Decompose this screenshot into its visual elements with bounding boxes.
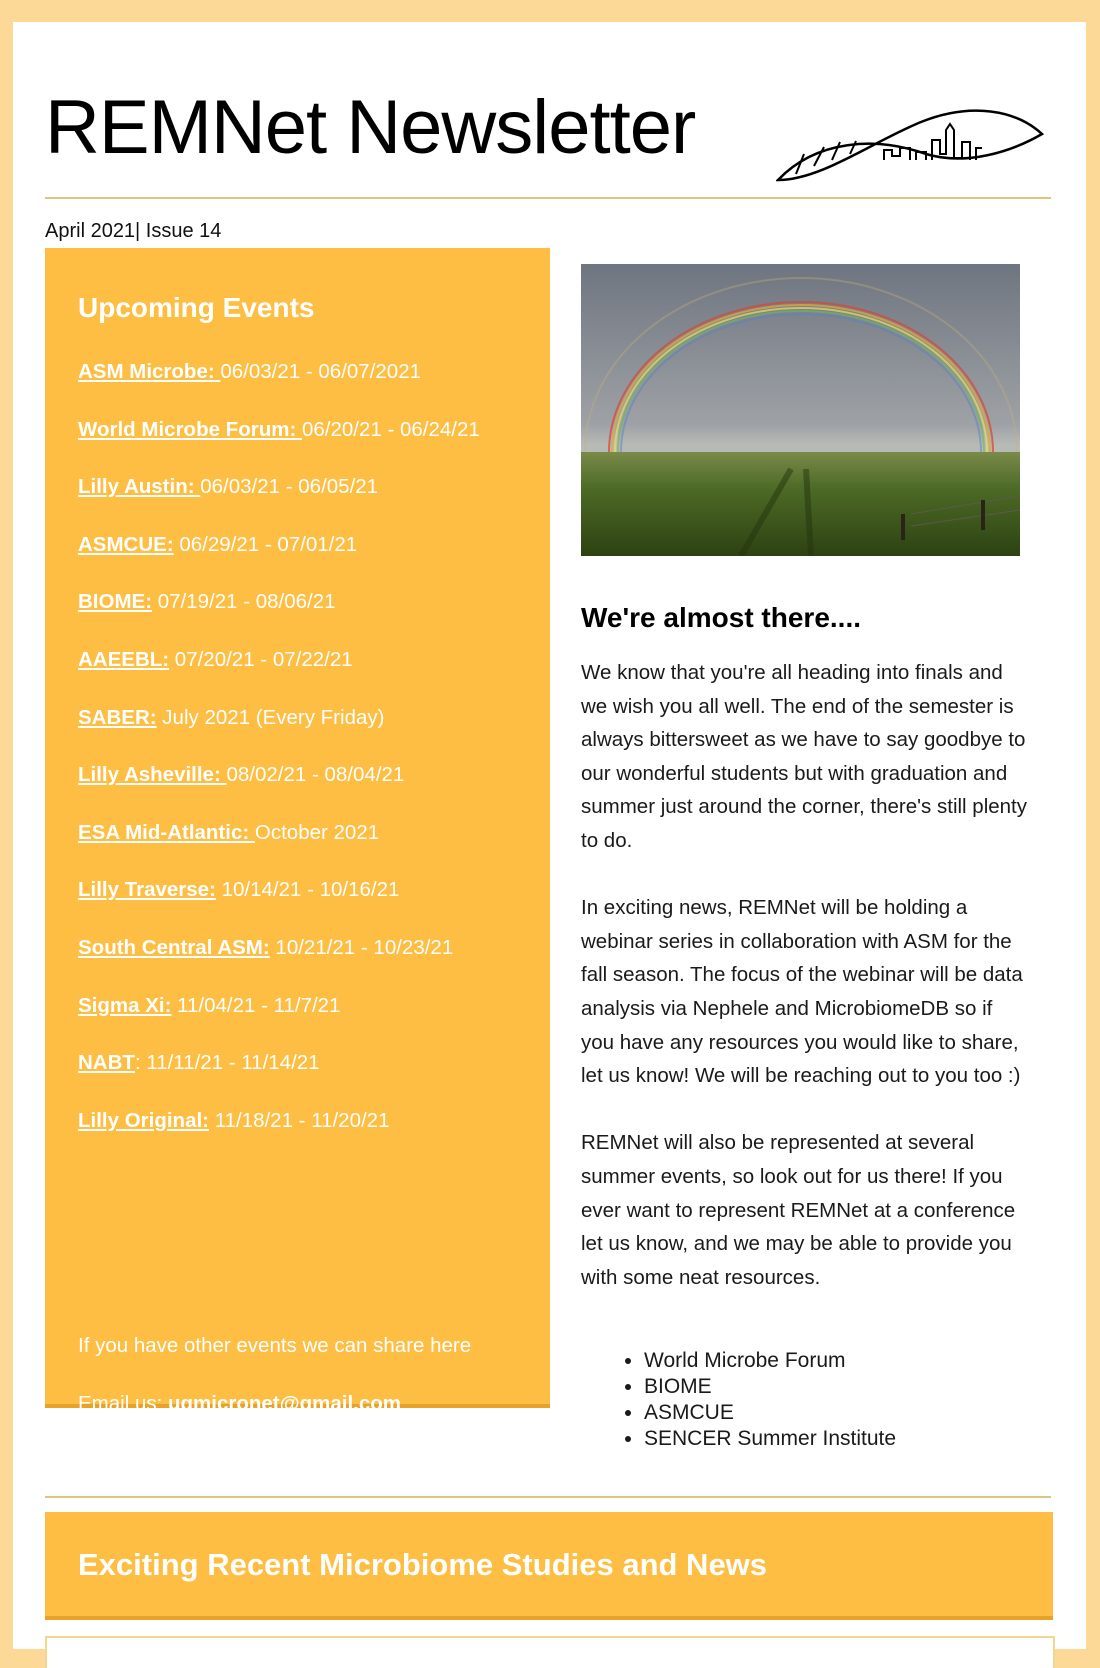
list-item: • World Microbe Forum — [644, 1348, 896, 1374]
event-item — [78, 994, 480, 1052]
email-label: Email us: — [78, 1392, 168, 1415]
article-body — [581, 656, 1031, 1294]
list-item: • ASMCUE — [644, 1400, 896, 1426]
email-line — [78, 1392, 401, 1416]
remnet-logo-icon — [776, 104, 1046, 184]
summer-events-list — [612, 1348, 896, 1452]
section-divider — [45, 1496, 1051, 1498]
article-heading: We're almost there.... — [581, 602, 862, 633]
event-date: 07/19/21 - 08/06/21 — [152, 590, 336, 614]
event-date: 06/03/21 - 06/05/21 — [200, 475, 379, 499]
upcoming-events-sidebar — [45, 248, 550, 1415]
event-date: 07/20/21 - 07/22/21 — [169, 647, 353, 671]
event-item — [78, 763, 480, 821]
event-date: : 11/11/21 - 11/14/21 — [134, 1051, 320, 1075]
event-link[interactable]: South Central ASM: — [78, 935, 270, 959]
issue-line: April 2021| Issue 14 — [45, 220, 222, 242]
paragraph: In exciting news, REMNet will be holding a webinar series in collaboration with ASM for the fall season. The focus of the webinar will be data analysis via Nephele and MicrobiomeDB so if you have any resources you would like to share, let us know! We will be reaching out to you too :) — [581, 896, 1023, 1088]
event-item — [78, 878, 480, 936]
event-link[interactable]: ASMCUE: — [78, 532, 174, 556]
newsletter-title: REMNet Newsletter — [45, 85, 696, 170]
event-date: 10/14/21 - 10/16/21 — [215, 878, 400, 902]
event-item — [78, 821, 480, 879]
event-item — [78, 533, 480, 591]
event-date: 11/04/21 - 11/7/21 — [171, 993, 341, 1017]
event-link[interactable]: Lilly Original: — [78, 1108, 209, 1132]
event-item — [78, 418, 480, 476]
list-item: • BIOME — [644, 1374, 896, 1400]
event-date: 06/03/21 - 06/07/2021 — [220, 360, 421, 383]
event-link[interactable]: World Microbe Forum: — [78, 417, 302, 441]
event-date: 06/20/21 - 06/24/21 — [301, 417, 480, 441]
event-date: 10/21/21 - 10/23/21 — [269, 935, 454, 959]
event-item — [78, 706, 480, 764]
event-link[interactable]: SABER: — [78, 705, 157, 729]
event-link[interactable]: AAEEBL: — [78, 647, 170, 671]
events-list — [78, 360, 480, 1166]
event-date: July 2021 (Every Friday) — [156, 705, 385, 729]
event-link[interactable]: Lilly Asheville: — [78, 763, 227, 787]
event-link[interactable]: BIOME: — [78, 590, 153, 614]
upcoming-events-heading: Upcoming Events — [78, 292, 315, 323]
event-link[interactable]: Sigma Xi: — [78, 993, 172, 1017]
event-link[interactable]: Lilly Austin: — [78, 475, 201, 499]
newsletter-page — [13, 22, 1086, 1649]
event-date: 06/29/21 - 07/01/21 — [173, 532, 358, 556]
rainbow-photo — [581, 264, 1020, 556]
event-date: 11/18/21 - 11/20/21 — [209, 1108, 390, 1132]
news-banner — [45, 1512, 1053, 1620]
news-heading: Exciting Recent Microbiome Studies and News — [78, 1547, 768, 1582]
event-link[interactable]: ASM Microbe: — [78, 360, 221, 383]
event-link[interactable]: ESA Mid-Atlantic: — [78, 820, 255, 844]
news-card — [45, 1636, 1055, 1668]
paragraph: We know that you're all heading into finals and we wish you all well. The end of the semester is always bittersweet as we have to say goodbye to our wonderful students but with graduation and summer just around the corner, there's still plenty to do. — [581, 661, 1028, 852]
event-date: 08/02/21 - 08/04/21 — [226, 763, 405, 787]
event-item — [78, 360, 480, 418]
paragraph: REMNet will also be represented at several summer events, so look out for us there! If you ever want to represent REMNet at a conference let us know, and we may be able to provide you with some neat resources. — [581, 1131, 1016, 1289]
event-item — [78, 1109, 480, 1167]
event-item — [78, 475, 480, 533]
share-events-note: If you have other events we can share here — [78, 1334, 472, 1357]
event-item — [78, 590, 480, 648]
event-date: October 2021 — [254, 820, 380, 844]
event-item — [78, 648, 480, 706]
list-item: • SENCER Summer Institute — [644, 1426, 896, 1452]
event-item — [78, 1051, 480, 1109]
event-link[interactable]: NABT — [78, 1051, 135, 1075]
event-item — [78, 936, 480, 994]
event-link[interactable]: Lilly Traverse: — [78, 878, 216, 902]
email-link[interactable]: ugmicronet@gmail.com — [168, 1392, 401, 1415]
header-divider — [45, 197, 1051, 199]
